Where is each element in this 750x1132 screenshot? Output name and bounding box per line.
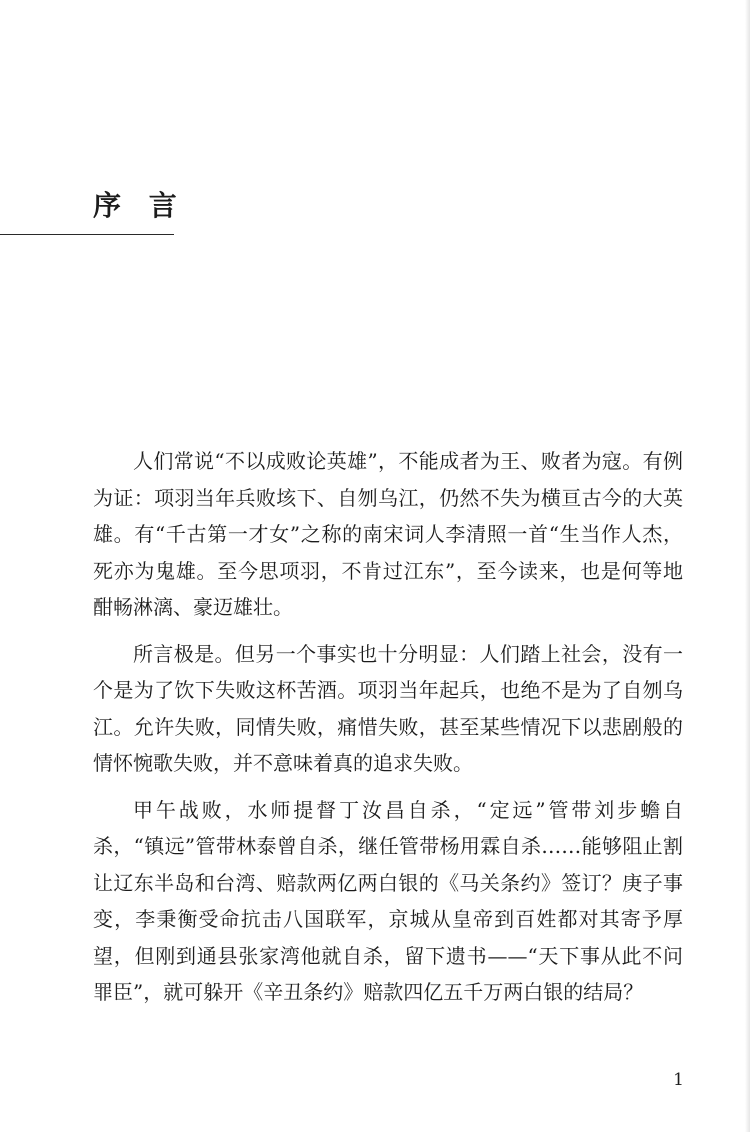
chapter-title: 序 言 bbox=[93, 189, 186, 222]
paragraph-1: 人们常说“不以成败论英雄”，不能成者为王、败者为寇。有例为证：项羽当年兵败垓下、自刎乌江，仍然不失为横亘古今的大英雄。有“千古第一才女”之称的南宋词人李清照一首“生当作人杰，死亦为鬼雄。至今思项羽，不肯过江东”，至今读来，也是何等地酣畅淋漓、豪迈雄壮。 bbox=[93, 449, 683, 619]
body-text bbox=[93, 443, 683, 1021]
page-number: 1 bbox=[673, 1070, 684, 1090]
paragraph-3: 甲午战败，水师提督丁汝昌自杀，“定远”管带刘步蟾自杀，“镇远”管带林泰曾自杀，继任管带杨用霖自杀……能够阻止割让辽东半岛和台湾、赔款两亿两白银的《马关条约》签订？庚子事变，李秉衡受命抗击八国联军，京城从皇帝到百姓都对其寄予厚望，但刚到通县张家湾他就自杀，留下遗书——“天下事从此不问罪臣”，就可躲开《辛丑条约》赔款四亿五千万两白银的结局？ bbox=[93, 797, 683, 1004]
title-underline bbox=[0, 234, 174, 235]
paragraph-2: 所言极是。但另一个事实也十分明显：人们踏上社会，没有一个是为了饮下失败这杯苦酒。项羽当年起兵，也绝不是为了自刎乌江。允许失败，同情失败，痛惜失败，甚至某些情况下以悲剧般的情怀惋歌失败，并不意味着真的追求失败。 bbox=[93, 641, 683, 775]
page-edge-shadow bbox=[745, 0, 750, 1132]
